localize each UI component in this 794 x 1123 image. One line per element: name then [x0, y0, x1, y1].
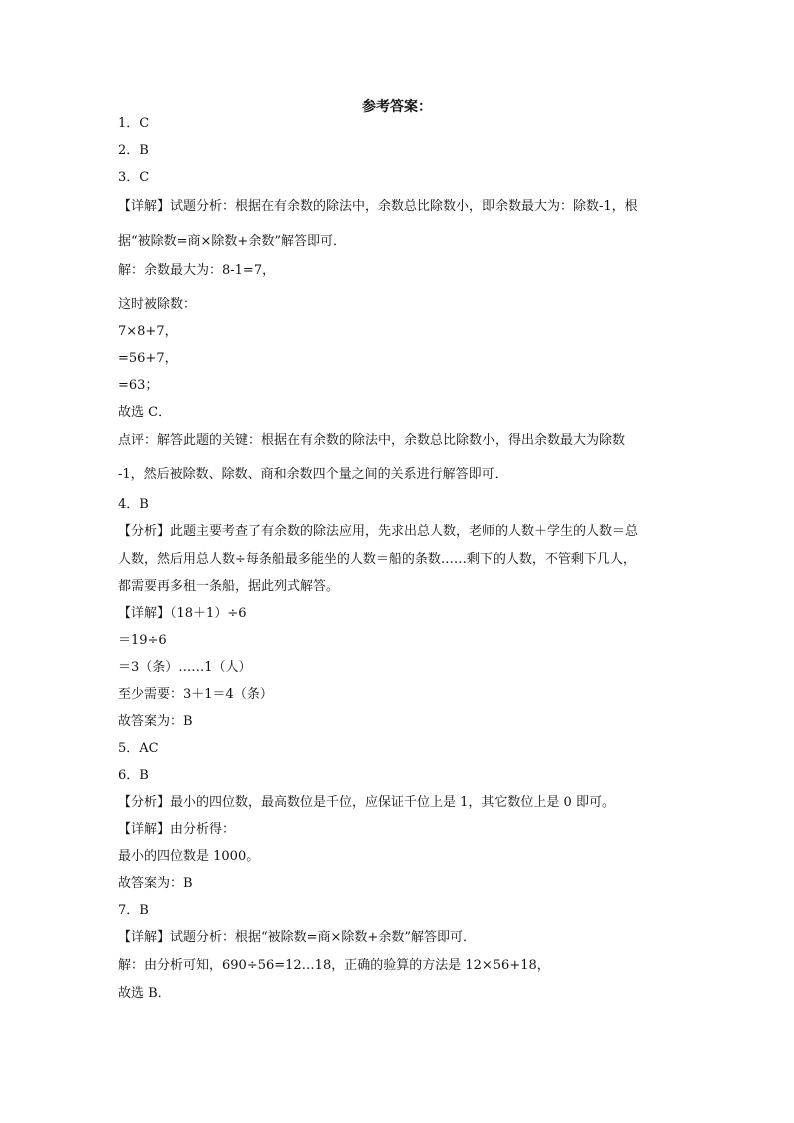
analysis-line: 人数，然后用总人数÷每条船最多能坐的人数＝船的条数……剩下的人数，不管剩下几人，: [118, 552, 636, 567]
analysis-line: 【分析】此题主要考查了有余数的除法应用，先求出总人数，老师的人数＋学生的人数＝总: [118, 524, 639, 539]
answer-line: 5．AC: [118, 741, 159, 756]
answer-line: 7．B: [118, 903, 149, 918]
comment-line: -1，然后被除数、除数、商和余数四个量之间的关系进行解答即可．: [118, 467, 508, 482]
explanation-line: 解：由分析可知，690÷56=12…18，正确的验算的方法是 12×56+18，: [118, 958, 550, 973]
explanation-line: 【详解】试题分析：根据“被除数=商×除数+余数”解答即可．: [118, 930, 476, 945]
explanation-line: 据“被除数=商×除数+余数”解答即可．: [118, 234, 346, 249]
explanation-line: 故答案为：B: [118, 714, 193, 729]
answer-line: 3．C: [118, 170, 150, 185]
explanation-line: 最小的四位数是 1000。: [118, 849, 260, 864]
explanation-line: 至少需要：3＋1＝4（条）: [118, 687, 273, 702]
explanation-line: 这时被除数：: [118, 297, 197, 312]
answer-line: 6．B: [118, 768, 149, 783]
page-title: 参考答案：: [362, 99, 432, 115]
comment-line: 点评：解答此题的关键：根据在有余数的除法中，余数总比除数小，得出余数最大为除数: [118, 433, 626, 448]
explanation-line: ＝19÷6: [118, 633, 167, 648]
analysis-line: 【分析】最小的四位数，最高数位是千位，应保证千位上是 1，其它数位上是 0 即可。: [118, 795, 615, 810]
answer-line: 1．C: [118, 116, 150, 131]
explanation-line: 故选 C．: [118, 405, 172, 420]
explanation-line: =56+7，: [118, 351, 178, 366]
analysis-line: 都需要再多租一条船，据此列式解答。: [118, 579, 340, 594]
answer-line: 4．B: [118, 497, 149, 512]
explanation-line: =63；: [118, 378, 159, 393]
explanation-line: 7×8+7，: [118, 324, 178, 339]
explanation-line: 故选 B．: [118, 986, 171, 1001]
explanation-line: 故答案为：B: [118, 876, 193, 891]
explanation-line: ＝3（条）……1（人）: [118, 660, 252, 675]
explanation-line: 【详解】（18＋1）÷6: [118, 606, 247, 621]
answer-line: 2．B: [118, 143, 149, 158]
explanation-line: 解：余数最大为：8-1=7，: [118, 263, 276, 278]
explanation-line: 【详解】由分析得：: [118, 822, 236, 837]
explanation-line: 【详解】试题分析：根据在有余数的除法中，余数总比除数小，即余数最大为：除数-1，根: [118, 199, 638, 214]
